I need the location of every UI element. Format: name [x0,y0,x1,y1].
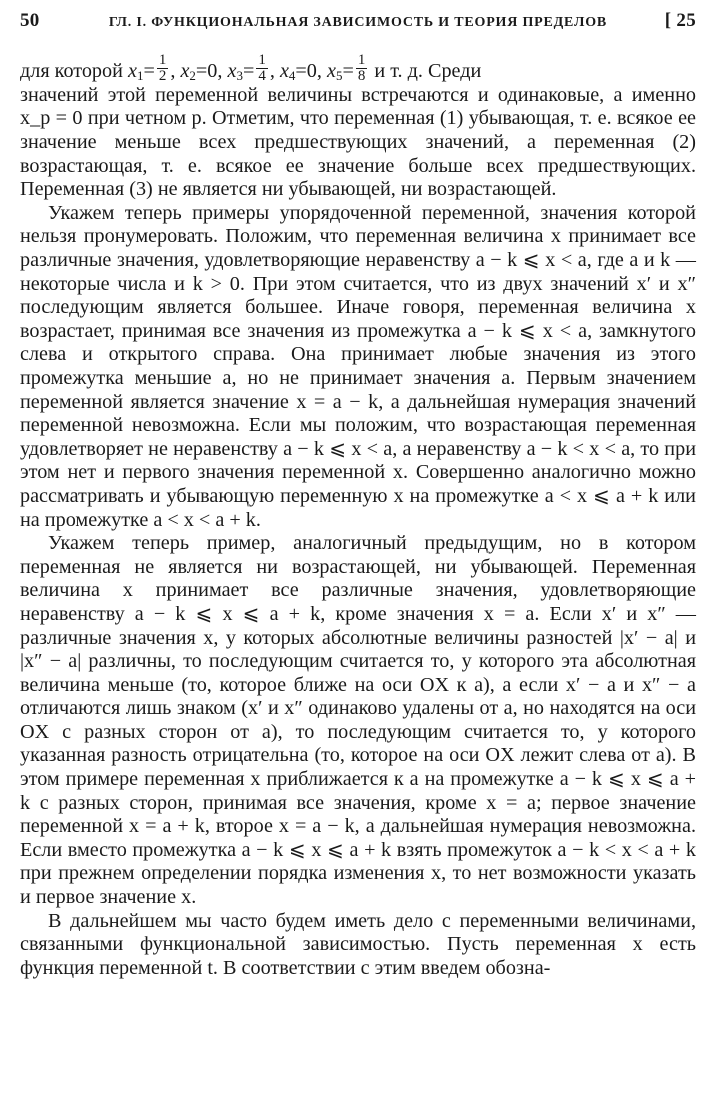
page-number: 50 [20,10,40,31]
running-title: ГЛ. I. ФУНКЦИОНАЛЬНАЯ ЗАВИСИМОСТЬ И ТЕОРИЯ ПРЕДЕЛОВ [108,15,608,30]
fraction-x5: $\frac{1}{8}$ [357,51,366,84]
paragraph-2: Укажем теперь примеры упорядоченной переменной, значения которой нельзя пронумеровать. Положим, что переменная величина x принимает все различные значения, удовлетворяющие неравенству a − k ⩽ x < a, где a и k — некоторые числа и k > 0. При этом считается, что из двух значений x′ и x″ последующим является большее. Иначе говоря, переменная величина x возрастает, принимая все значения из промежутка a − k ⩽ x < a, замкнутого слева и открытого справа. Она принимает любые значения из этого промежутка меньшие a, но не принимает значения a. Первым значением переменной является значение x = a − k, а дальнейшая нумерация значений переменной невозможна. Если мы положим, что возрастающая переменная удовлетворяет не неравенству a − k ⩽ x < a, а неравенству a − k < x < a, то при этом нет и первого значения переменной x. Совершенно аналогично можно рассматривать и убывающую переменную x на промежутке a < x ⩽ a + k или на промежутке a < x < a + k. [20,201,696,531]
opening-line: для которой $x_1=$ $\frac{1}{2}$ , $x_2=0$, $x_3=$ $\frac{1}{4}$ , $x_4=0$, $x_5=$ $\frac{1}{8}$ и т. д. Среди [20,51,482,84]
fraction-x1: $\frac{1}{2}$ [158,51,167,84]
main-text [20,51,696,980]
fraction-x3: $\frac{1}{4}$ [258,51,266,84]
page-header [20,10,696,44]
paragraph-1: значений этой переменной величины встречаются и одинаковые, а именно x_p = 0 при четном p. Отметим, что переменная (1) убывающая, т. е. всякое ее значение меньше всех предшествующих значений, а переменная (2) возрастающая, т. е. всякое ее значение больше всех предшествующих. Переменная (3) не является ни убывающей, ни возрастающей. [20,83,696,201]
paragraph-3: Укажем теперь пример, аналогичный предыдущим, но в котором переменная не является ни возрастающей, ни убывающей. Переменная величина x принимает все различные значения, удовлетворяющие неравенству a − k ⩽ x ⩽ a + k, кроме значения x = a. Если x′ и x″ — различные значения x, у которых абсолютные величины разностей |x′ − a| и |x″ − a| различны, то последующим считается то, у которого эта абсолютная величина меньше (то, которое ближе на оси OX к a), а если x′ − a и x″ − a отличаются лишь знаком (x′ и x″ одинаково удалены от a, но находятся на оси OX с разных сторон от a), то последующим считается то, у которого указанная разность отрицательна (то, которое на оси OX лежит слева от a). В этом примере переменная x приближается к a на промежутке a − k ⩽ x ⩽ a + k с разных сторон, принимая все значения, кроме x = a; первое значение переменной x = a + k, второе x = a − k, а дальнейшая нумерация невозможна. Если вместо промежутка a − k ⩽ x ⩽ a + k взять промежуток a − k < x < a + k при прежнем определении порядка изменения x, то нет возможности указать и первое значение x. [20,532,696,909]
paragraph-4: В дальнейшем мы часто будем иметь дело с переменными величинами, связанными функциональной зависимостью. Пусть переменная x есть функция переменной t. В соответствии с этим введем обозна- [20,909,696,979]
section-number: [ 25 [664,10,696,31]
